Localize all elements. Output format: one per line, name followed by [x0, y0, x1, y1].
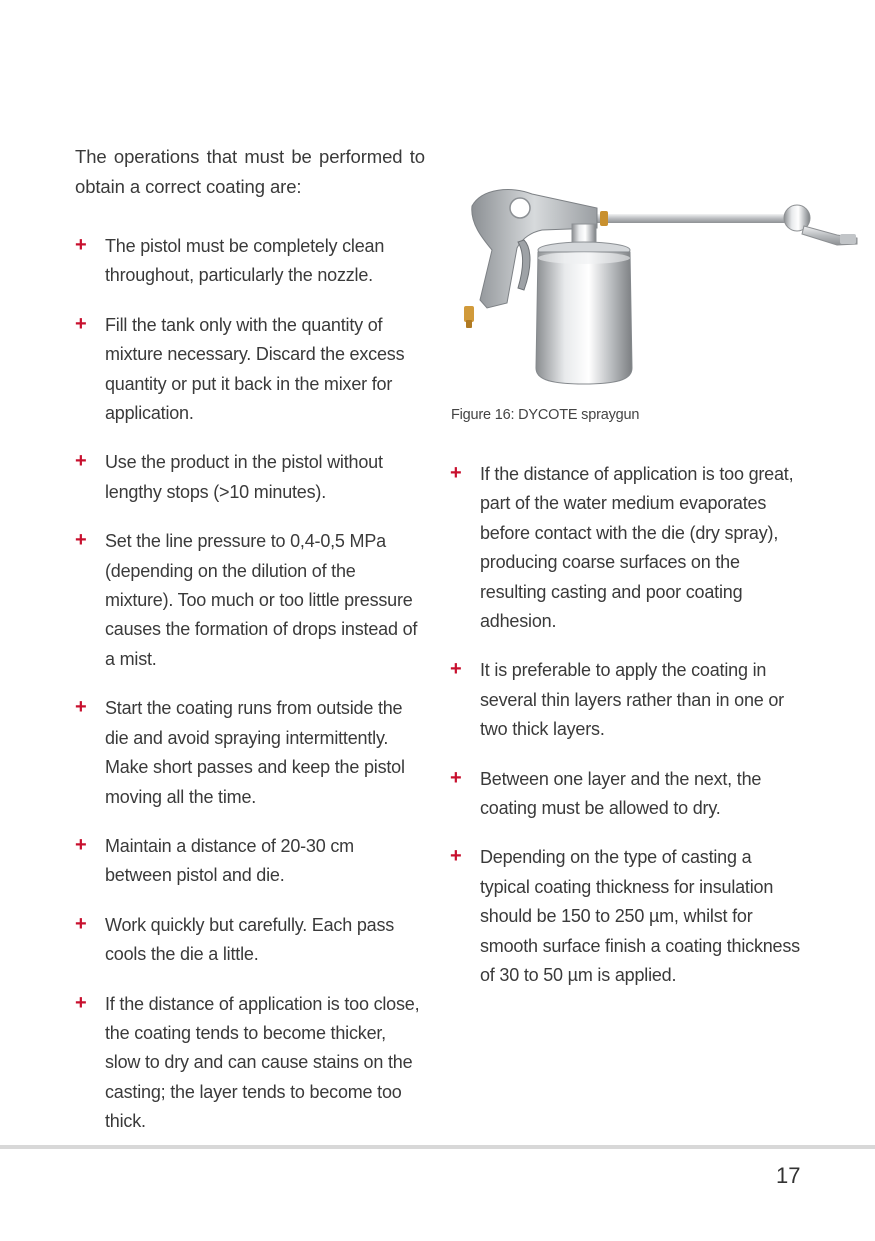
plus-bullet-icon: + — [75, 529, 87, 552]
right-bullet-list — [450, 460, 800, 991]
list-item-text: Depending on the type of casting a typical coating thickness for insulation should be 150 to 250 µm, whilst for smooth surface finish a coating thickness of 30 to 50 µm is applied. — [480, 847, 800, 986]
list-item-text: The pistol must be completely clean throughout, particularly the nozzle. — [105, 236, 385, 286]
list-item-text: Start the coating runs from outside the die and avoid spraying intermittently. Make short passes and keep the pistol moving all the time. — [105, 698, 405, 807]
list-item-text: Work quickly but carefully. Each pass cools the die a little. — [105, 914, 395, 965]
plus-bullet-icon: + — [75, 312, 87, 335]
plus-bullet-icon: + — [450, 658, 462, 681]
figure-caption: Figure 16: DYCOTE spraygun — [451, 407, 640, 423]
list-item — [75, 911, 425, 970]
spraygun-illustration — [452, 178, 862, 390]
left-column — [75, 142, 425, 1157]
plus-bullet-icon: + — [450, 766, 462, 789]
list-item-text: Set the line pressure to 0,4-0,5 MPa (depending on the dilution of the mixture). Too much or too little pressure causes the formation of drops instead of a mist. — [105, 531, 418, 669]
right-column — [450, 460, 800, 1011]
list-item-text: Fill the tank only with the quantity of mixture necessary. Discard the excess quantity or put it back in the mixer for application. — [105, 314, 405, 424]
list-item-text: Use the product in the pistol without lengthy stops (>10 minutes). — [105, 452, 383, 502]
plus-bullet-icon: + — [450, 845, 462, 868]
plus-bullet-icon: + — [75, 991, 87, 1014]
list-item — [450, 843, 800, 990]
plus-bullet-icon: + — [450, 462, 462, 484]
plus-bullet-icon: + — [75, 833, 87, 856]
list-item-text: If the distance of application is too great, part of the water medium evaporates before contact with the die (dry spray), producing coarse surfaces on the resulting casting and poor coating adhesion. — [480, 464, 794, 632]
plus-bullet-icon: + — [75, 696, 87, 719]
list-item — [450, 765, 800, 824]
left-bullet-list — [75, 232, 425, 1137]
list-item-text: Between one layer and the next, the coating must be allowed to dry. — [480, 768, 762, 819]
list-item — [75, 990, 425, 1137]
list-item — [75, 527, 425, 674]
list-item — [450, 460, 800, 636]
intro-paragraph: The operations that must be performed to obtain a correct coating are: — [75, 146, 425, 197]
list-item — [75, 832, 425, 891]
page-number: 17 — [776, 1163, 801, 1188]
list-item — [75, 694, 425, 812]
list-item-text: It is preferable to apply the coating in several thin layers rather than in one or two thick layers. — [480, 660, 784, 740]
list-item — [75, 448, 425, 507]
list-item-text: Maintain a distance of 20-30 cm between pistol and die. — [105, 835, 354, 886]
plus-bullet-icon: + — [75, 912, 87, 935]
footer-divider — [0, 1145, 875, 1149]
list-item — [450, 656, 800, 744]
list-item — [75, 311, 425, 429]
plus-bullet-icon: + — [75, 450, 87, 473]
list-item — [75, 232, 425, 291]
plus-bullet-icon: + — [75, 234, 87, 256]
list-item-text: If the distance of application is too close, the coating tends to become thicker, slow to dry and can cause stains on the casting; the layer tends to become too thick. — [105, 993, 420, 1132]
